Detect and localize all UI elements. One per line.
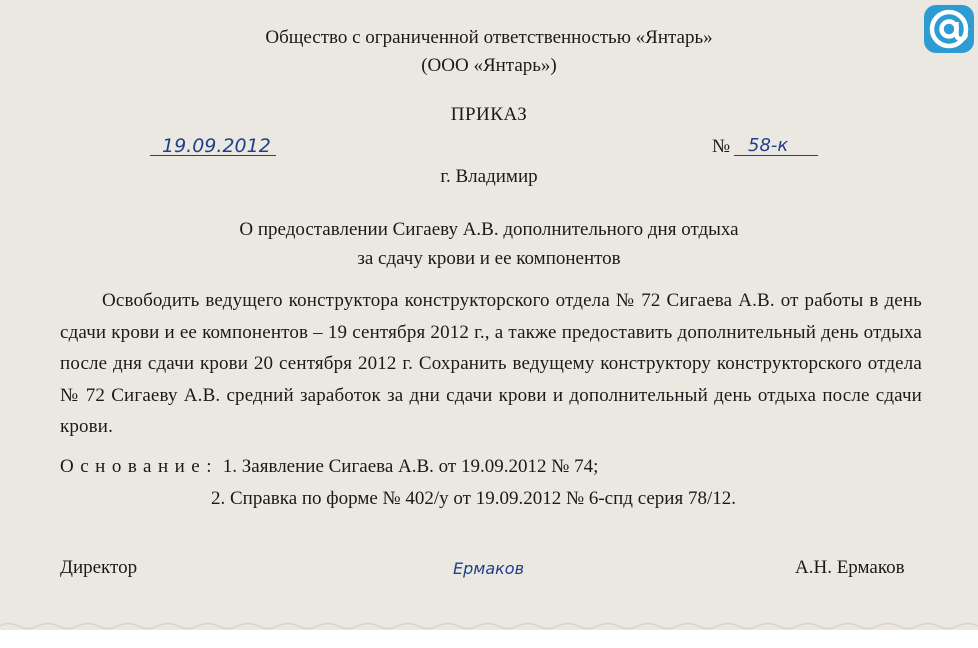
order-number-sign: №: [712, 136, 731, 157]
subject-line-1: О предоставлении Сигаеву А.В. дополнительного дня отдыха: [239, 219, 739, 240]
basis-item-1: 1. Заявление Сигаева А.В. от 19.09.2012 № 74;: [222, 456, 599, 477]
order-date: 19.09.2012: [162, 135, 271, 157]
organization-short-name: (ООО «Янтарь»): [421, 55, 557, 76]
signatory-name: А.Н. Ермаков: [795, 557, 905, 578]
order-number: 58-к: [748, 135, 789, 156]
organization-full-name: Общество с ограниченной ответственностью «Янтарь»: [265, 27, 713, 48]
handwritten-signature: Ермаков: [453, 559, 525, 578]
number-underline: [734, 155, 818, 156]
basis-item-1-row: [60, 455, 598, 479]
city: г. Владимир: [440, 166, 538, 187]
order-body-text: Освободить ведущего конструктора конструкторского отдела № 72 Сигаева А.В. от работы в день сдачи крови и ее компонентов – 19 сентября 2012 г., а также предоставить дополнительный день отдыха после дня сдачи крови 20 сентября 2012 г. Сохранить ведущему конструктору конструкторского отдела № 72 Сигаеву А.В. средний заработок за дни сдачи крови и дополнительный день отдыха после сдачи крови.: [60, 290, 922, 437]
document-title: ПРИКАЗ: [450, 104, 528, 125]
subject-line-2: за сдачу крови и ее компонентов: [357, 248, 621, 269]
signature-position: Директор: [60, 557, 138, 578]
basis-label: Основание:: [60, 456, 219, 477]
date-underline: [150, 155, 276, 156]
torn-paper-edge: [0, 612, 978, 648]
basis-item-2: 2. Справка по форме № 402/у от 19.09.2012 № 6-спд серия 78/12.: [211, 488, 736, 509]
